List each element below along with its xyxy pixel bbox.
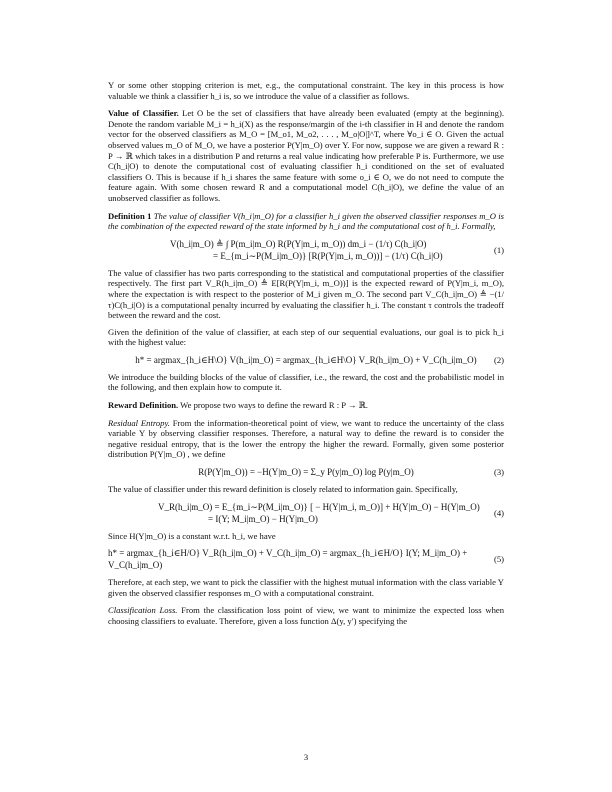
equation-2	[108, 354, 504, 366]
equation-line: V_R(h_i|m_O) = E_{m_i∼P(M_i|m_O)} [ − H(Y|m_i, m_O)] + H(Y|m_O) − H(Y|m_O)	[158, 501, 480, 512]
equation-number: (3)	[493, 467, 504, 478]
equation-number: (5)	[493, 554, 504, 565]
paragraph-information-gain: The value of classifier under this reward definition is closely related to information gain. Specifically,	[108, 484, 458, 495]
equation-line: = E_{m_i∼P(M_i|m_O)} [R(P(Y|m_i, m_O))] − (1/τ) C(h_i|O)	[213, 250, 443, 261]
paper-page	[108, 80, 504, 770]
equation-line: h* = argmax_{h_i∈H/O} V_R(h_i|m_O) + V_C(h_i|m_O) = argmax_{h_i∈H/O} I(Y; M_i|m_O) + V_C(h_i|m_O)	[108, 548, 468, 571]
equation-line: R(P(Y|m_O)) = −H(Y|m_O) = Σ_y P(y|m_O) log P(y|m_O)	[198, 467, 414, 478]
paragraph-building-blocks: We introduce the building blocks of the value of classifier, i.e., the reward, the cost and the probabilistic model in the following, and then explain how to compute it.	[108, 371, 504, 393]
page-number: 3	[303, 752, 309, 762]
definition-heading: Definition 1	[108, 210, 152, 221]
equation-5	[108, 547, 504, 571]
paragraph-constant-entropy: Since H(Y|m_O) is a constant w.r.t. h_i, we have	[108, 530, 276, 541]
paragraph-text: Let O be the set of classifiers that have already been evaluated (empty at the beginning). Denote the random variable M_i = h_i(X) as the response/margin of the i-th classifier in H and denote the random vector for the observed classifiers as M_O = [M_o1, M_o2, . . . , M_o|O|]^T, where ∀o_i ∈ O. Given the actual observed values m_O of M_O, we have a posterior P(Y|m_O) over Y. For now, suppose we are given a reward R : P → ℝ which takes in a distribution P and returns a real value indicating how preferable P is. Furthermore, we use C(h_i|O) to denote the computational cost of evaluating classifier h_i conditioned on the set of evaluated classifiers O. This is because if h_i shares the same feature with some o_i ∈ O, we do not need to compute the feature again. With some chosen reward R and a computational model C(h_i|O), we define the value of an unobserved classifier as follows.	[108, 108, 504, 203]
equation-line: V(h_i|m_O) ≜ ∫ P(m_i|m_O) R(P(Y|m_i, m_O)) dm_i − (1/τ) C(h_i|O)	[170, 238, 427, 249]
runin-heading: Reward Definition.	[108, 400, 179, 411]
equation-3	[108, 466, 504, 478]
paragraph-text: We propose two ways to define the reward R : P → ℝ.	[178, 400, 368, 411]
paragraph-two-parts: The value of classifier has two parts corresponding to the statistical and computational properties of the classifier respectively. The first part V_R(h_i|m_O) ≜ E[R(P(Y|m_i, m_O))] is the expected reward of P(Y|m_i, m_O), where the expectation is with respect to the posterior of M_i given m_O. The second part V_C(h_i|m_O) ≜ −(1/τ)C(h_i|O) is a computational penalty incurred by evaluating the classifier h_i. The constant τ controls the tradeoff between the reward and the cost.	[108, 267, 504, 321]
runin-heading: Value of Classifier.	[108, 108, 179, 119]
paragraph-residual-entropy	[108, 418, 504, 460]
paragraph-reward-definition	[108, 400, 504, 411]
paragraph-intro: Y or some other stopping criterion is met, e.g., the computational constraint. The key in this process is how valuable we think a classifier h_i is, so we introduce the value of a classifier as follows.	[108, 80, 504, 101]
equation-line: = I(Y; M_i|m_O) − H(Y|m_O)	[208, 513, 318, 524]
equation-number: (2)	[493, 354, 504, 365]
paragraph-classification-loss	[108, 605, 504, 626]
paragraph-value-of-classifier	[108, 108, 504, 203]
paragraph-text: From the information-theoretical point of view, we want to reduce the uncertainty of the class variable Y by observing classifier responses. Therefore, a natural way to define the reward is to consider the negative residual entropy, that is the lower the entropy the higher the reward. Formally, given some posterior distribution P(Y|m_O) , we define	[108, 417, 504, 460]
paragraph-goal: Given the definition of the value of classifier, at each step of our sequential evaluations, our goal is to pick h_i with the highest value:	[108, 326, 504, 348]
equation-4	[108, 501, 504, 525]
runin-heading: Residual Entropy.	[108, 417, 170, 428]
runin-heading: Classification Loss.	[108, 605, 178, 616]
definition-text: The value of classifier V(h_i|m_O) for a classifier h_i given the observed classifier responses m_O is the combination of the expected reward of the state informed by h_i and the computational cost of h_i. Formally,	[108, 210, 504, 232]
equation-number: (4)	[493, 507, 504, 518]
equation-1	[108, 238, 504, 262]
equation-line: h* = argmax_{h_i∈H\O} V(h_i|m_O) = argmax_{h_i∈H\O} V_R(h_i|m_O) + V_C(h_i|m_O)	[135, 354, 477, 365]
paragraph-mutual-information: Therefore, at each step, we want to pick the classifier with the highest mutual information with the class variable Y given the observed classifier responses m_O with a computational constraint.	[108, 577, 504, 598]
equation-number: (1)	[493, 244, 504, 255]
definition-1	[108, 211, 504, 232]
paragraph-text: From the classification loss point of view, we want to minimize the expected loss when choosing classifiers to evaluate. Therefore, given a loss function Δ(y, y′) specifying the	[108, 605, 504, 626]
